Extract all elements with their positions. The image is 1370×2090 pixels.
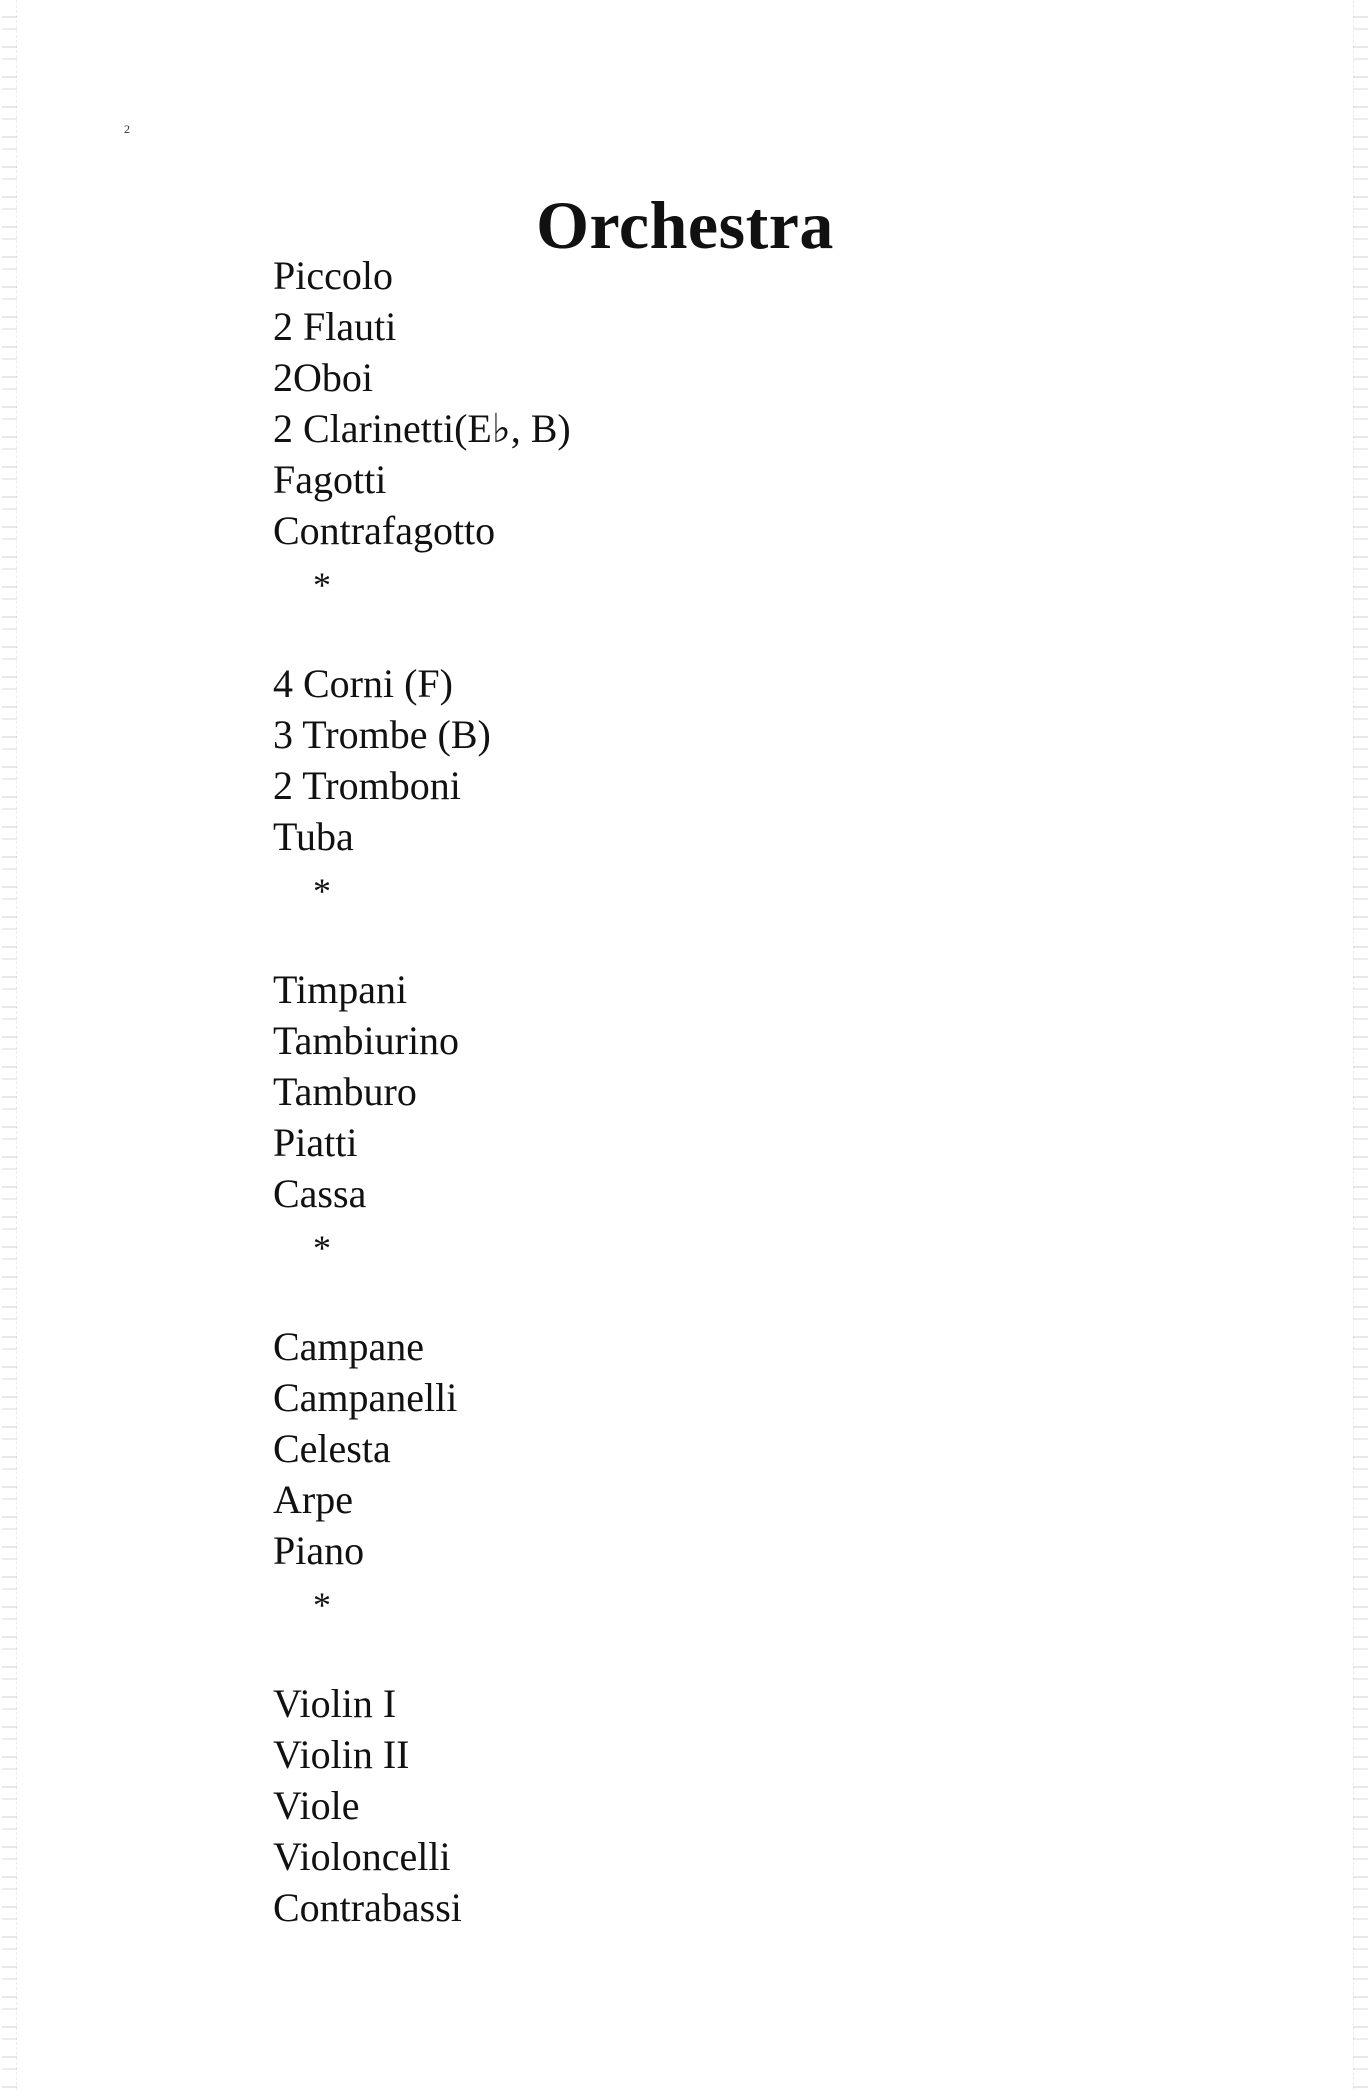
instrument-item: 4 Corni (F) [273,661,453,706]
instrument-item: 2Oboi [273,355,373,400]
instrument-item: Contrabassi [273,1885,462,1930]
instrument-item: Tambiurino [273,1018,460,1063]
page-title [0,186,1370,265]
instrument-item: Violoncelli [273,1834,451,1879]
page-number: 2 [124,122,130,136]
instrument-item: 2 Flauti [273,304,397,349]
instrument-item: 2 Tromboni [273,763,461,808]
instrument-item: Tuba [273,814,354,859]
instrument-item: Piccolo [273,253,393,298]
instrument-item: Viole [273,1783,360,1828]
section-separator: * [313,1585,331,1625]
instrument-item: Timpani [273,967,408,1012]
section-separator: * [313,1228,331,1268]
instrument-item: Campanelli [273,1375,458,1420]
title-text: Orchestra [536,187,834,263]
blank-line [273,1270,571,1321]
instrument-item: Violin I [273,1681,397,1726]
instrument-item: Campane [273,1324,425,1369]
blank-line [273,1627,571,1678]
instrument-item: Celesta [273,1426,391,1471]
instrument-item: Cassa [273,1171,367,1216]
keyboards-harp-group [273,1321,571,1576]
instrument-item: Contrafagotto [273,508,496,553]
section-separator: * [313,565,331,605]
woodwinds-group [273,250,571,556]
instrument-list [273,250,571,1933]
blank-line [273,607,571,658]
strings-group [273,1678,571,1933]
percussion-group [273,964,571,1219]
instrument-item: Violin II [273,1732,410,1777]
instrument-item: Fagotti [273,457,387,502]
instrument-item: Tamburo [273,1069,417,1114]
instrument-item: 3 Trombe (B) [273,712,491,757]
section-separator: * [313,871,331,911]
left-margin-strip [2,0,17,2090]
blank-line [273,913,571,964]
instrument-item: Piatti [273,1120,358,1165]
instrument-item: Piano [273,1528,365,1573]
right-margin-strip [1353,0,1368,2090]
brass-group [273,658,571,862]
instrument-item: 2 Clarinetti(E♭, B) [273,406,571,451]
instrument-item: Arpe [273,1477,353,1522]
